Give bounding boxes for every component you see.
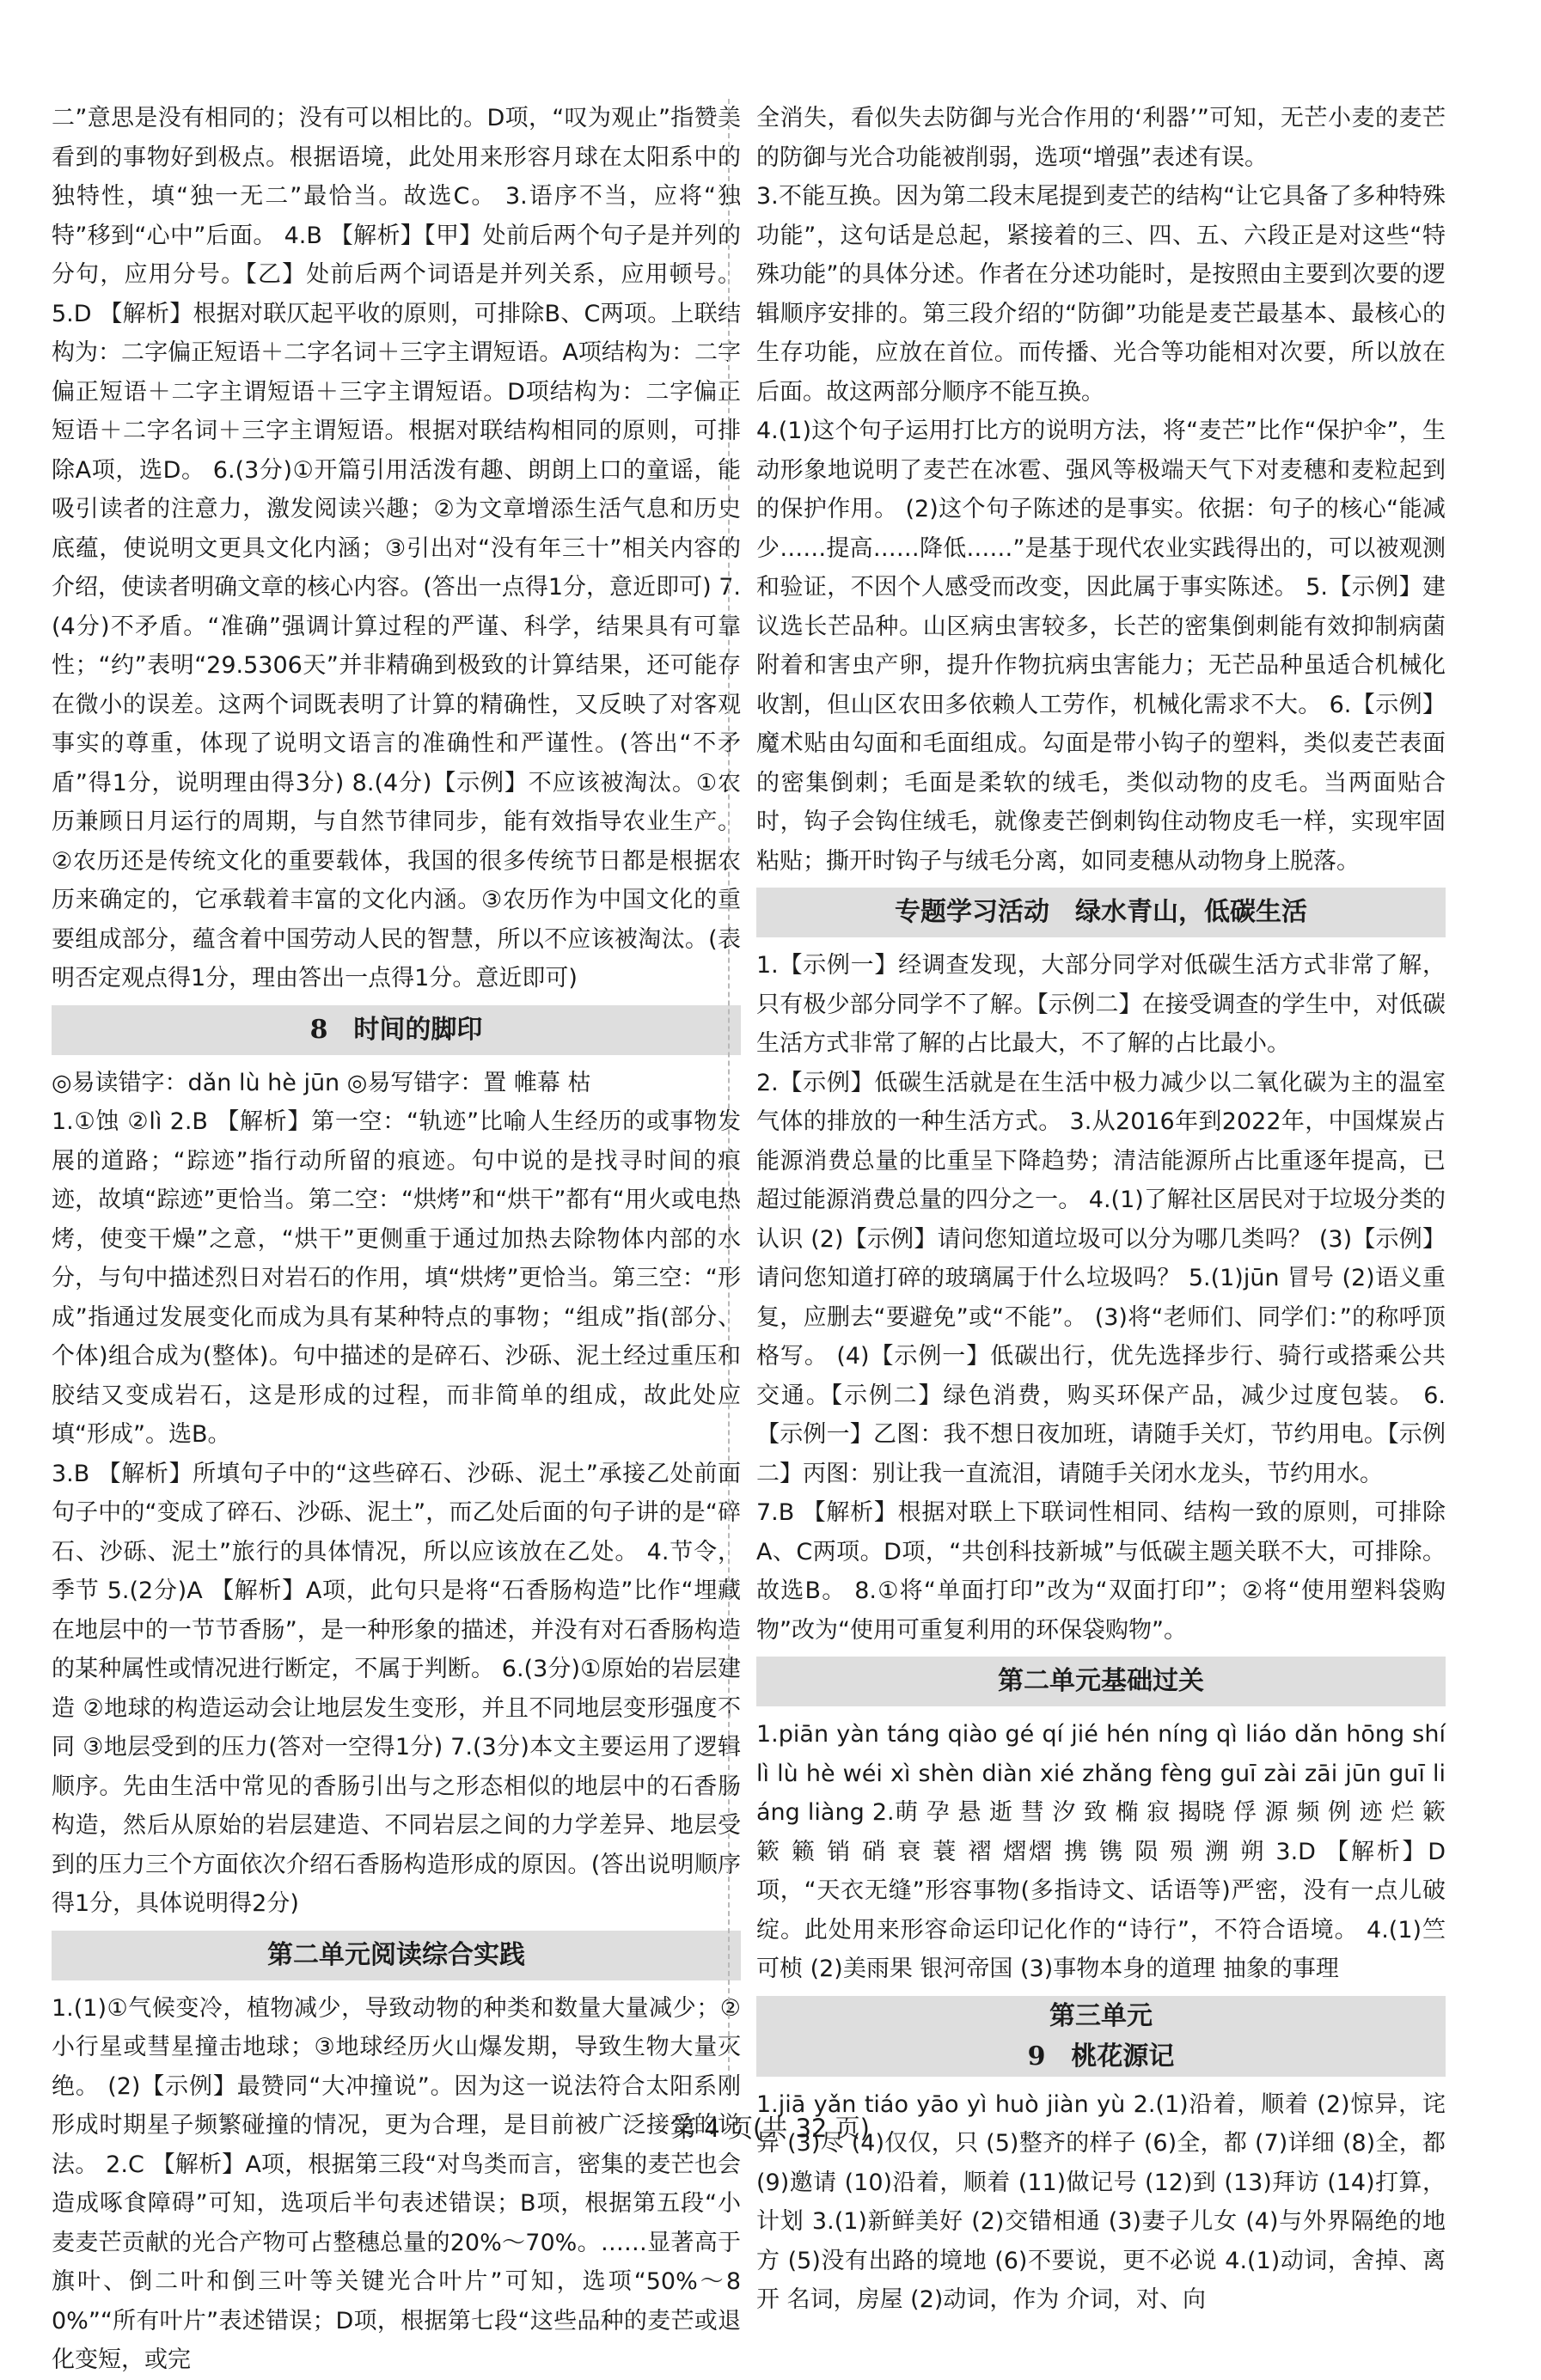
unit-heading: 第三单元	[756, 1996, 1446, 2037]
answer-paragraph: 1.jiā yǎn tiáo yāo yì huò jiàn yù 2.(1)沿着，顺着 (2)惊异，诧异 (3)尽 (4)仅仅，只 (5)整齐的样子 (6)全，都 (7)详细 (8)全，都 (9)邀请 (10)沿着，顺着 (11)做记号 (12)到 (13)拜访 (14)打算，计划 3.(1)新鲜美好 (2)交错相通 (3)妻子儿女 (4)与外界隔绝的地方 (5)没有出路的境地 (6)不要说，更不必说 4.(1)动词，舍掉、离开 名词，房屋 (2)动词，作为 介词，对、向	[756, 2090, 1446, 2313]
answer-paragraph: 1.(1)①气候变冷，植物减少，导致动物的种类和数量大量减少；②小行星或彗星撞击地球；③地球经历火山爆发期，导致生物大量灭绝。 (2)【示例】最赞同“大冲撞说”。因为这一说法符合太阳系刚形成时期星子频繁碰撞的情况，更为合理，是目前被广泛接受的说法。 2.C 【解析】A项，根据第三段“对鸟类而言，密集的麦芒也会造成啄食障碍”可知，选项后半句表述错误；B项，根据第五段“小麦麦芒贡献的光合产物可占整穗总量的20%～70%。……显著高于旗叶、倒二叶和倒三叶等关键光合叶片”可知，选项“50%～80%”“所有叶片”表述错误；D项，根据第七段“这些品种的麦芒或退化变短，或完	[52, 1994, 741, 2373]
section-heading: 第二单元阅读综合实践	[52, 1931, 741, 1980]
section-heading: 8 时间的脚印	[52, 1005, 741, 1055]
answer-paragraph: 1.【示例一】经调查发现，大部分同学对低碳生活方式非常了解，只有极少部分同学不了解。【示例二】在接受调查的学生中，对低碳生活方式非常了解的占比最大，不了解的占比最小。	[756, 952, 1446, 1057]
left-column	[52, 99, 741, 2380]
answer-paragraph: 全消失，看似失去防御与光合作用的‘利器’”可知，无芒小麦的麦芒的防御与光合功能被削弱，选项“增强”表述有误。	[756, 105, 1446, 171]
page-footer: 第 4 页(共 32 页)	[671, 2114, 870, 2143]
answer-paragraph: 3.B 【解析】所填句子中的“这些碎石、沙砾、泥土”承接乙处前面句子中的“变成了碎石、沙砾、泥土”，而乙处后面的句子讲的是“碎石、沙砾、泥土”旅行的具体情况，所以应该放在乙处。 4.节令，季节 5.(2分)A 【解析】A项，此句只是将“石香肠构造”比作“埋藏在地层中的一节节香肠”，是一种形象的描述，并没有对石香肠构造的某种属性或情况进行断定，不属于判断。 6.(3分)①原始的岩层建造 ②地球的构造运动会让地层发生变形，并且不同地层变形强度不同 ③地层受到的压力(答对一空得1分) 7.(3分)本文主要运用了逻辑顺序。先由生活中常见的香肠引出与之形态相似的地层中的石香肠构造，然后从原始的岩层建造、不同岩层之间的力学差异、地层受到的压力三个方面依次介绍石香肠构造形成的原因。(答出说明顺序得1分，具体说明得2分)	[52, 1460, 741, 1917]
answer-paragraph: 3.不能互换。因为第二段末尾提到麦芒的结构“让它具备了多种特殊功能”，这句话是总起，紧接着的三、四、五、六段正是对这些“特殊功能”的具体分述。作者在分述功能时，是按照由主要到次要的逻辑顺序安排的。第三段介绍的“防御”功能是麦芒最基本、最核心的生存功能，应放在首位。而传播、光合等功能相对次要，所以放在后面。故这两部分顺序不能互换。	[756, 183, 1446, 406]
section-heading: 第二单元基础过关	[756, 1657, 1446, 1706]
column-divider	[728, 99, 730, 2079]
lesson-heading: 9 桃花源记	[756, 2037, 1446, 2077]
answer-paragraph: 4.(1)这个句子运用打比方的说明方法，将“麦芒”比作“保护伞”，生动形象地说明了麦芒在冰雹、强风等极端天气下对麦穗和麦粒起到的保护作用。 (2)这个句子陈述的是事实。依据：句子的核心“能减少……提高……降低……”是基于现代农业实践得出的，可以被观测和验证，不因个人感受而改变，因此属于事实陈述。 5.【示例】建议选长芒品种。山区病虫害较多，长芒的密集倒刺能有效抑制病菌附着和害虫产卵，提升作物抗病虫害能力；无芒品种虽适合机械化收割，但山区农田多依赖人工劳作，机械化需求不大。 6.【示例】魔术贴由勾面和毛面组成。勾面是带小钩子的塑料，类似麦芒表面的密集倒刺；毛面是柔软的绒毛，类似动物的皮毛。当两面贴合时，钩子会钩住绒毛，就像麦芒倒刺钩住动物皮毛一样，实现牢固粘贴；撕开时钩子与绒毛分离，如同麦穗从动物身上脱落。	[756, 418, 1446, 875]
answer-paragraph: 二”意思是没有相同的；没有可以相比的。D项，“叹为观止”指赞美看到的事物好到极点。根据语境，此处用来形容月球在太阳系中的独特性，填“独一无二”最恰当。故选C。 3.语序不当，应将“独特”移到“心中”后面。 4.B 【解析】【甲】处前后两个句子是并列的分句，应用分号。【乙】处前后两个词语是并列关系，应用顿号。 5.D 【解析】根据对联仄起平收的原则，可排除B、C两项。上联结构为：二字偏正短语＋二字名词＋三字主谓短语。A项结构为：二字偏正短语＋二字主谓短语＋三字主谓短语。D项结构为：二字偏正短语＋二字名词＋三字主谓短语。根据对联结构相同的原则，可排除A项，选D。 6.(3分)①开篇引用活泼有趣、朗朗上口的童谣，能吸引读者的注意力，激发阅读兴趣；②为文章增添生活气息和历史底蕴，使说明文更具文化内涵；③引出对“没有年三十”相关内容的介绍，使读者明确文章的核心内容。(答出一点得1分，意近即可) 7.(4分)不矛盾。“准确”强调计算过程的严谨、科学，结果具有可靠性；“约”表明“29.5306天”并非精确到极致的计算结果，还可能存在微小的误差。这两个词既表明了计算的精确性，又反映了对客观事实的尊重，体现了说明文语言的准确性和严谨性。(答出“不矛盾”得1分，说明理由得3分) 8.(4分)【示例】不应该被淘汰。①农历兼顾日月运行的周期，与自然节律同步，能有效指导农业生产。②农历还是传统文化的重要载体，我国的很多传统节日都是根据农历来确定的，它承载着丰富的文化内涵。③农历作为中国文化的重要组成部分，蕴含着中国劳动人民的智慧，所以不应该被淘汰。(表明否定观点得1分，理由答出一点得1分。意近即可)	[52, 105, 741, 992]
answer-paragraph: 2.【示例】低碳生活就是在生活中极力减少以二氧化碳为主的温室气体的排放的一种生活方式。 3.从2016年到2022年，中国煤炭占能源消费总量的比重呈下降趋势；清洁能源所占比重逐年提高，已超过能源消费总量的四分之一。 4.(1)了解社区居民对于垃圾分类的认识 (2)【示例】请问您知道垃圾可以分为哪几类吗？ (3)【示例】请问您知道打碎的玻璃属于什么垃圾吗？ 5.(1)jūn 冒号 (2)语义重复，应删去“要避免”或“不能”。 (3)将“老师们、同学们：”的称呼顶格写。 (4)【示例一】低碳出行，优先选择步行、骑行或搭乘公共交通。【示例二】绿色消费，购买环保产品，减少过度包装。 6.【示例一】乙图：我不想日夜加班，请随手关灯，节约用电。【示例二】丙图：别让我一直流泪，请随手关闭水龙头，节约用水。	[756, 1069, 1446, 1487]
section-heading: 专题学习活动 绿水青山，低碳生活	[756, 888, 1446, 937]
answer-paragraph: 1.piān yàn táng qiào gé qí jié hén níng qì liáo dǎn hōng shí lì lù hè wéi xì shèn diàn xié zhǎng fèng guī zài zāi jūn guī liáng liàng 2.萌 孕 悬 逝 彗 汐 致 椭 寂 揭晓 俘 源 频 例 迹 烂 簌簌 籁 销 硝 衰 蓑 褶 熠熠 携 镌 陨 殒 溯 朔 3.D 【解析】D项，“天衣无缝”形容事物(多指诗文、话语等)严密，没有一点儿破绽。此处用来形容命运印记化作的“诗行”，不符合语境。 4.(1)竺可桢 (2)美雨果 银河帝国 (3)事物本身的道理 抽象的事理	[756, 1721, 1446, 1982]
answer-paragraph: 1.①蚀 ②lì 2.B 【解析】第一空：“轨迹”比喻人生经历的或事物发展的道路；“踪迹”指行动所留的痕迹。句中说的是找寻时间的痕迹，故填“踪迹”更恰当。第二空：“烘烤”和“烘干”都有“用火或电热烤，使变干燥”之意，“烘干”更侧重于通过加热去除物体内部的水分，与句中描述烈日对岩石的作用，填“烘烤”更恰当。第三空：“形成”指通过发展变化而成为具有某种特点的事物；“组成”指(部分、个体)组合成为(整体)。句中描述的是碎石、沙砾、泥土经过重压和胶结又变成岩石，这是形成的过程，而非简单的组成，故此处应填“形成”。选B。	[52, 1108, 741, 1448]
answer-paragraph: ◎易读错字：dǎn lù hè jūn ◎易写错字：置 帷幕 枯	[52, 1069, 591, 1096]
right-column	[756, 99, 1446, 2320]
answer-paragraph: 7.B 【解析】根据对联上下联词性相同、结构一致的原则，可排除A、C两项。D项，“共创科技新城”与低碳主题关联不大，可排除。故选B。 8.①将“单面打印”改为“双面打印”；②将“使用塑料袋购物”改为“使用可重复利用的环保袋购物”。	[756, 1499, 1446, 1644]
